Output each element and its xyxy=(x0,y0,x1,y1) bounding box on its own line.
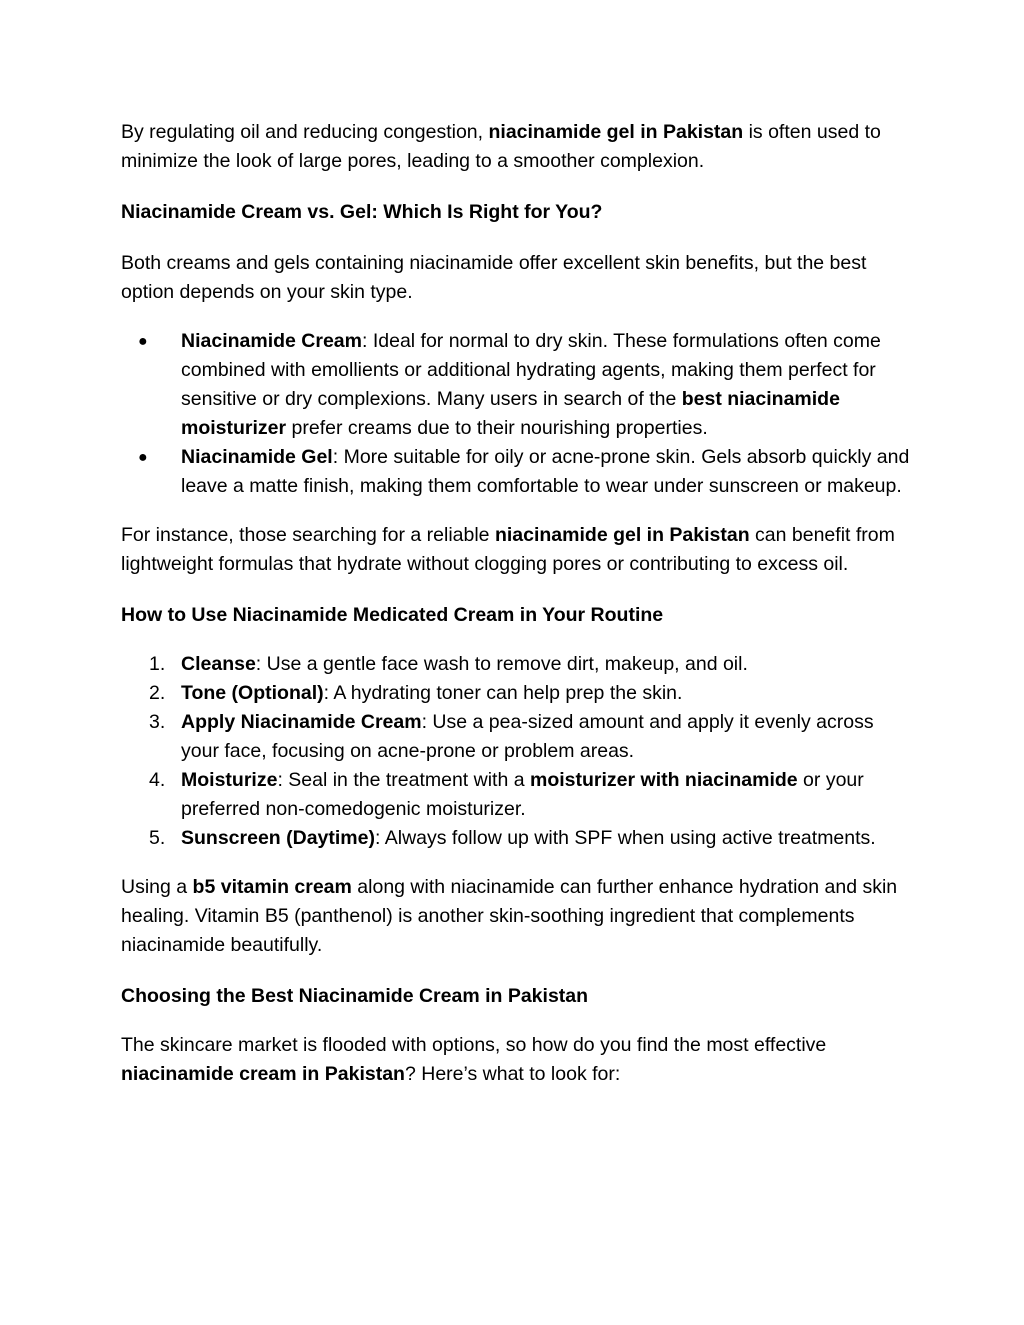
text: along with niacinamide can further enhance hydration and skin healing. Vitamin B5 (panthenol) is another skin-soothing ingredient that complements niacinamide beautifully. xyxy=(121,876,898,956)
paragraph-both-creams: Both creams and gels containing niacinamide offer excellent skin benefits, but the best option depends on your skin type. xyxy=(121,252,867,303)
paragraph-pores xyxy=(121,118,911,176)
step-number: 1. xyxy=(149,653,166,675)
text: Using a xyxy=(121,876,193,898)
list-item-step-1 xyxy=(121,650,911,679)
heading-choosing-best: Choosing the Best Niacinamide Cream in Pakistan xyxy=(121,985,589,1007)
text: prefer creams due to their nourishing properties. xyxy=(286,417,708,439)
text: ? Here’s what to look for: xyxy=(404,1063,621,1085)
bold-text: Niacinamide Cream xyxy=(181,330,362,352)
text: : More suitable for oily or acne-prone skin. Gels absorb quickly and leave a matte finish, making them comfortable to wear under sunscreen or makeup. xyxy=(181,446,910,497)
bold-text: Apply Niacinamide Cream xyxy=(181,711,422,733)
bold-text: niacinamide gel in Pakistan xyxy=(494,524,750,546)
text: : A hydrating toner can help prep the skin. xyxy=(323,682,683,704)
step-number: 2. xyxy=(149,682,166,704)
step-number: 4. xyxy=(149,769,166,791)
heading-cream-vs-gel: Niacinamide Cream vs. Gel: Which Is Right for You? xyxy=(121,201,603,223)
text: : Ideal for normal to dry skin. These formulations often come combined with emollients or additional hydrating agents, making them perfect for sensitive or dry complexions. Many users in search of the xyxy=(181,330,881,410)
bold-text: niacinamide gel in Pakistan xyxy=(488,121,744,143)
text: is often used to minimize the look of large pores, leading to a smoother complexion. xyxy=(121,121,881,172)
bold-text: b5 vitamin cream xyxy=(192,876,352,898)
paragraph-b5-vitamin xyxy=(121,873,911,960)
bold-text: Sunscreen (Daytime) xyxy=(181,827,375,849)
numbered-list-routine xyxy=(121,650,911,853)
bullet-icon: ● xyxy=(138,333,148,350)
step-number: 5. xyxy=(149,827,166,849)
text: The skincare market is flooded with options, so how do you find the most effective xyxy=(121,1034,827,1056)
paragraph-skincare-market xyxy=(121,1031,911,1089)
list-item-cream xyxy=(121,327,911,443)
text: By regulating oil and reducing congestion, xyxy=(121,121,489,143)
bold-text: moisturizer with niacinamide xyxy=(530,769,798,791)
text: For instance, those searching for a reliable xyxy=(121,524,495,546)
text: can benefit from lightweight formulas that hydrate without clogging pores or contributing to excess oil. xyxy=(121,524,895,575)
bold-text: Tone (Optional) xyxy=(181,682,324,704)
list-item-step-2 xyxy=(121,679,911,708)
step-number: 3. xyxy=(149,711,166,733)
text: : Use a gentle face wash to remove dirt, makeup, and oil. xyxy=(255,653,748,675)
list-item-step-5 xyxy=(121,824,911,853)
text: : Always follow up with SPF when using active treatments. xyxy=(374,827,876,849)
bullet-list-cream-gel xyxy=(121,327,911,501)
list-item-step-4 xyxy=(121,766,911,824)
list-item-gel xyxy=(121,443,911,501)
bullet-icon: ● xyxy=(138,449,148,466)
bold-text: Cleanse xyxy=(181,653,256,675)
bold-text: best niacinamide moisturizer xyxy=(181,388,840,439)
bold-text: Moisturize xyxy=(181,769,278,791)
text: or your preferred non-comedogenic moisturizer. xyxy=(181,769,864,820)
text: : Use a pea-sized amount and apply it evenly across your face, focusing on acne-prone or problem areas. xyxy=(181,711,874,762)
heading-how-to-use: How to Use Niacinamide Medicated Cream in Your Routine xyxy=(121,604,664,626)
document-page xyxy=(121,118,911,1089)
paragraph-for-instance xyxy=(121,521,911,579)
text: : Seal in the treatment with a xyxy=(277,769,530,791)
list-item-step-3 xyxy=(121,708,911,766)
bold-text: niacinamide cream in Pakistan xyxy=(121,1063,405,1085)
bold-text: Niacinamide Gel xyxy=(181,446,333,468)
